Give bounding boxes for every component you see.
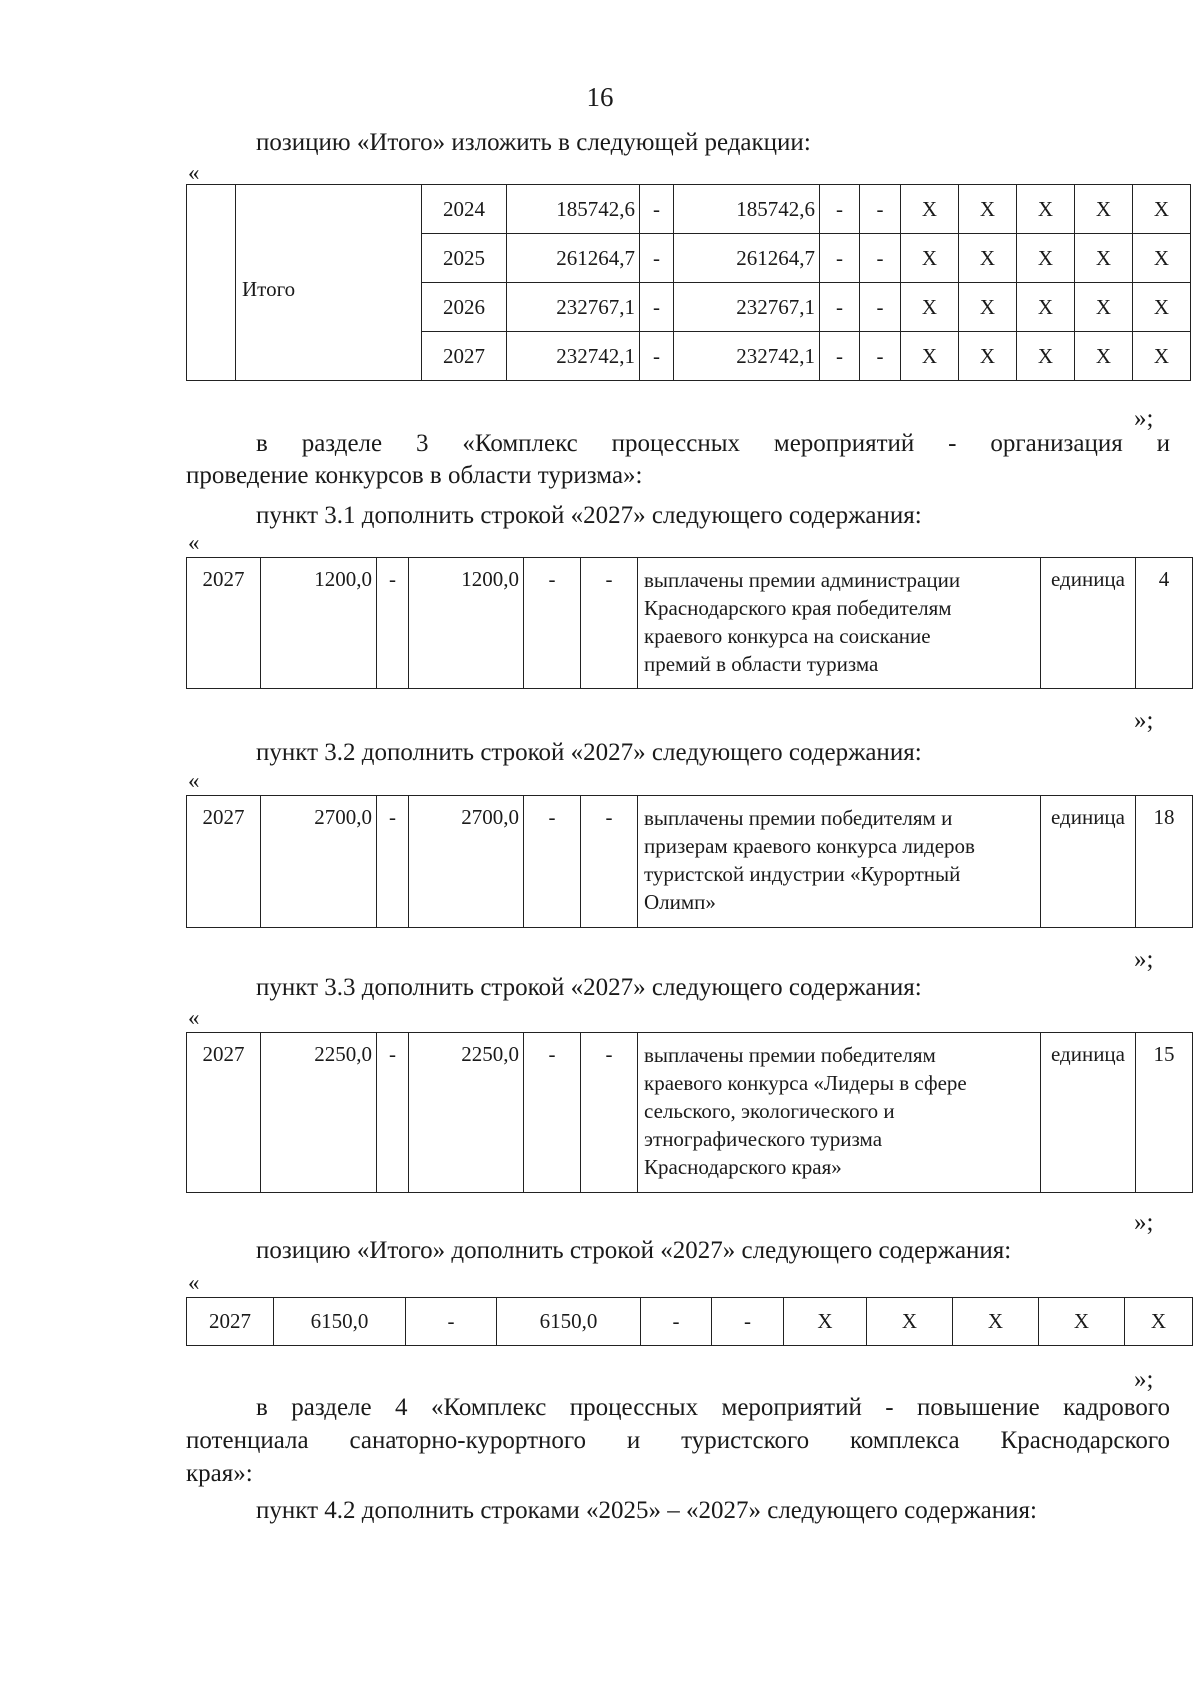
x-cell: Х [901, 332, 959, 381]
x-cell: Х [1017, 283, 1075, 332]
p31-table [186, 557, 1193, 689]
value-cell: 2700,0 [409, 796, 524, 928]
value-cell: - [860, 185, 901, 234]
value-cell: - [524, 558, 581, 689]
total-cell: 232767,1 [507, 283, 640, 332]
table-row [187, 185, 1191, 234]
year-cell: 2027 [187, 796, 261, 928]
section4-line2: потенциала санаторно-курортного и туристского комплекса Краснодарского [186, 1427, 1170, 1454]
total-cell: 2700,0 [261, 796, 377, 928]
year-cell: 2027 [187, 1033, 261, 1193]
value-cell: - [640, 283, 674, 332]
open-quote: « [188, 160, 200, 185]
year-cell: 2027 [187, 1298, 274, 1346]
total-cell: 261264,7 [507, 234, 640, 283]
open-quote: « [188, 530, 200, 555]
value-cell: - [820, 283, 860, 332]
p31-intro: пункт 3.1 дополнить строкой «2027» следующего содержания: [256, 502, 922, 529]
x-cell: Х [1133, 185, 1191, 234]
x-cell: Х [1075, 185, 1133, 234]
table-row [187, 1033, 1193, 1193]
value-cell: 1200,0 [409, 558, 524, 689]
year-cell: 2025 [422, 234, 507, 283]
value-cell: - [581, 796, 638, 928]
value-cell: - [860, 234, 901, 283]
x-cell: Х [953, 1298, 1039, 1346]
indicator-value-cell: 15 [1136, 1033, 1193, 1193]
x-cell: Х [784, 1298, 867, 1346]
section4-line1: в разделе 4 «Комплекс процессных мероприятий - повышение кадрового [256, 1394, 1170, 1421]
value-cell: - [406, 1298, 497, 1346]
value-cell: 232742,1 [674, 332, 820, 381]
unit-cell: единица [1041, 558, 1136, 689]
value-cell: - [377, 796, 409, 928]
section4-line3: края»: [186, 1460, 253, 1487]
value-cell: - [640, 234, 674, 283]
year-cell: 2024 [422, 185, 507, 234]
value-cell: - [640, 185, 674, 234]
x-cell: Х [1017, 185, 1075, 234]
section3-line2: проведение конкурсов в области туризма»: [186, 462, 643, 489]
x-cell: Х [1017, 332, 1075, 381]
x-cell: Х [901, 185, 959, 234]
x-cell: Х [901, 234, 959, 283]
table-row [187, 1298, 1193, 1346]
indicator-value-cell: 18 [1136, 796, 1193, 928]
itogo-2027-table [186, 1297, 1193, 1346]
section3-line1: в разделе 3 «Комплекс процессных мероприятий - организация и [256, 430, 1170, 457]
p32-table [186, 795, 1193, 928]
indicator-value-cell: 4 [1136, 558, 1193, 689]
unit-cell: единица [1041, 1033, 1136, 1193]
x-cell: Х [867, 1298, 953, 1346]
description-line: туристской индустрии «Курортный [644, 862, 961, 886]
value-cell: - [377, 1033, 409, 1193]
total-cell: 185742,6 [507, 185, 640, 234]
value-cell: 261264,7 [674, 234, 820, 283]
value-cell: - [860, 332, 901, 381]
unit-cell: единица [1041, 796, 1136, 928]
x-cell: Х [959, 332, 1017, 381]
empty-cell [187, 185, 236, 381]
x-cell: Х [959, 234, 1017, 283]
value-cell: 2250,0 [409, 1033, 524, 1193]
close-quote: »; [1134, 1366, 1154, 1393]
description-line: выплачены премии администрации [644, 568, 961, 592]
close-quote: »; [1134, 1209, 1154, 1236]
open-quote: « [188, 768, 200, 793]
description-line: сельского, экологического и [644, 1099, 895, 1123]
value-cell: - [524, 1033, 581, 1193]
total-cell: 1200,0 [261, 558, 377, 689]
table-row [187, 558, 1193, 689]
value-cell: - [641, 1298, 712, 1346]
close-quote: »; [1134, 707, 1154, 734]
open-quote: « [188, 1270, 200, 1295]
p33-intro: пункт 3.3 дополнить строкой «2027» следующего содержания: [256, 974, 922, 1001]
x-cell: Х [959, 283, 1017, 332]
year-cell: 2027 [422, 332, 507, 381]
description-line: призерам краевого конкурса лидеров [644, 834, 975, 858]
description-line: краевого конкурса на соискание [644, 624, 931, 648]
description-line: краевого конкурса «Лидеры в сфере [644, 1071, 967, 1095]
description-line: выплачены премии победителям [644, 1043, 936, 1067]
description-line: Краснодарского края победителям [644, 596, 952, 620]
x-cell: Х [1075, 332, 1133, 381]
year-cell: 2026 [422, 283, 507, 332]
value-cell: - [712, 1298, 784, 1346]
itogo-table [186, 184, 1191, 381]
value-cell: 185742,6 [674, 185, 820, 234]
open-quote: « [188, 1005, 200, 1030]
itogo-2027-intro: позицию «Итого» дополнить строкой «2027» следующего содержания: [256, 1237, 1012, 1264]
value-cell: - [581, 1033, 638, 1193]
value-cell: - [640, 332, 674, 381]
value-cell: 232767,1 [674, 283, 820, 332]
p32-intro: пункт 3.2 дополнить строкой «2027» следующего содержания: [256, 739, 922, 766]
description-line: этнографического туризма [644, 1127, 883, 1151]
value-cell: - [820, 185, 860, 234]
description-line: Олимп» [644, 890, 716, 914]
value-cell: - [820, 234, 860, 283]
x-cell: Х [1075, 283, 1133, 332]
total-cell: 2250,0 [261, 1033, 377, 1193]
value-cell: - [581, 558, 638, 689]
description-line: премий в области туризма [644, 652, 879, 676]
close-quote: »; [1134, 405, 1154, 432]
value-cell: - [524, 796, 581, 928]
x-cell: Х [1133, 234, 1191, 283]
table-row [187, 796, 1193, 928]
close-quote: »; [1134, 946, 1154, 973]
value-cell: - [860, 283, 901, 332]
x-cell: Х [959, 185, 1017, 234]
x-cell: Х [1133, 332, 1191, 381]
itogo-label: Итого [236, 185, 422, 381]
year-cell: 2027 [187, 558, 261, 689]
x-cell: Х [1133, 283, 1191, 332]
x-cell: Х [901, 283, 959, 332]
page-number: 16 [586, 82, 614, 112]
p33-table [186, 1032, 1193, 1193]
value-cell: - [820, 332, 860, 381]
value-cell: 6150,0 [497, 1298, 641, 1346]
result-description [638, 796, 1041, 928]
description-line: выплачены премии победителям и [644, 806, 953, 830]
x-cell: Х [1039, 1298, 1125, 1346]
result-description [638, 558, 1041, 689]
x-cell: Х [1075, 234, 1133, 283]
intro-itogo-text: позицию «Итого» изложить в следующей редакции: [256, 129, 811, 156]
x-cell: Х [1125, 1298, 1193, 1346]
result-description [638, 1033, 1041, 1193]
description-line: Краснодарского края» [644, 1155, 842, 1179]
total-cell: 6150,0 [274, 1298, 406, 1346]
total-cell: 232742,1 [507, 332, 640, 381]
p42-intro: пункт 4.2 дополнить строками «2025» – «2027» следующего содержания: [256, 1497, 1037, 1524]
x-cell: Х [1017, 234, 1075, 283]
value-cell: - [377, 558, 409, 689]
